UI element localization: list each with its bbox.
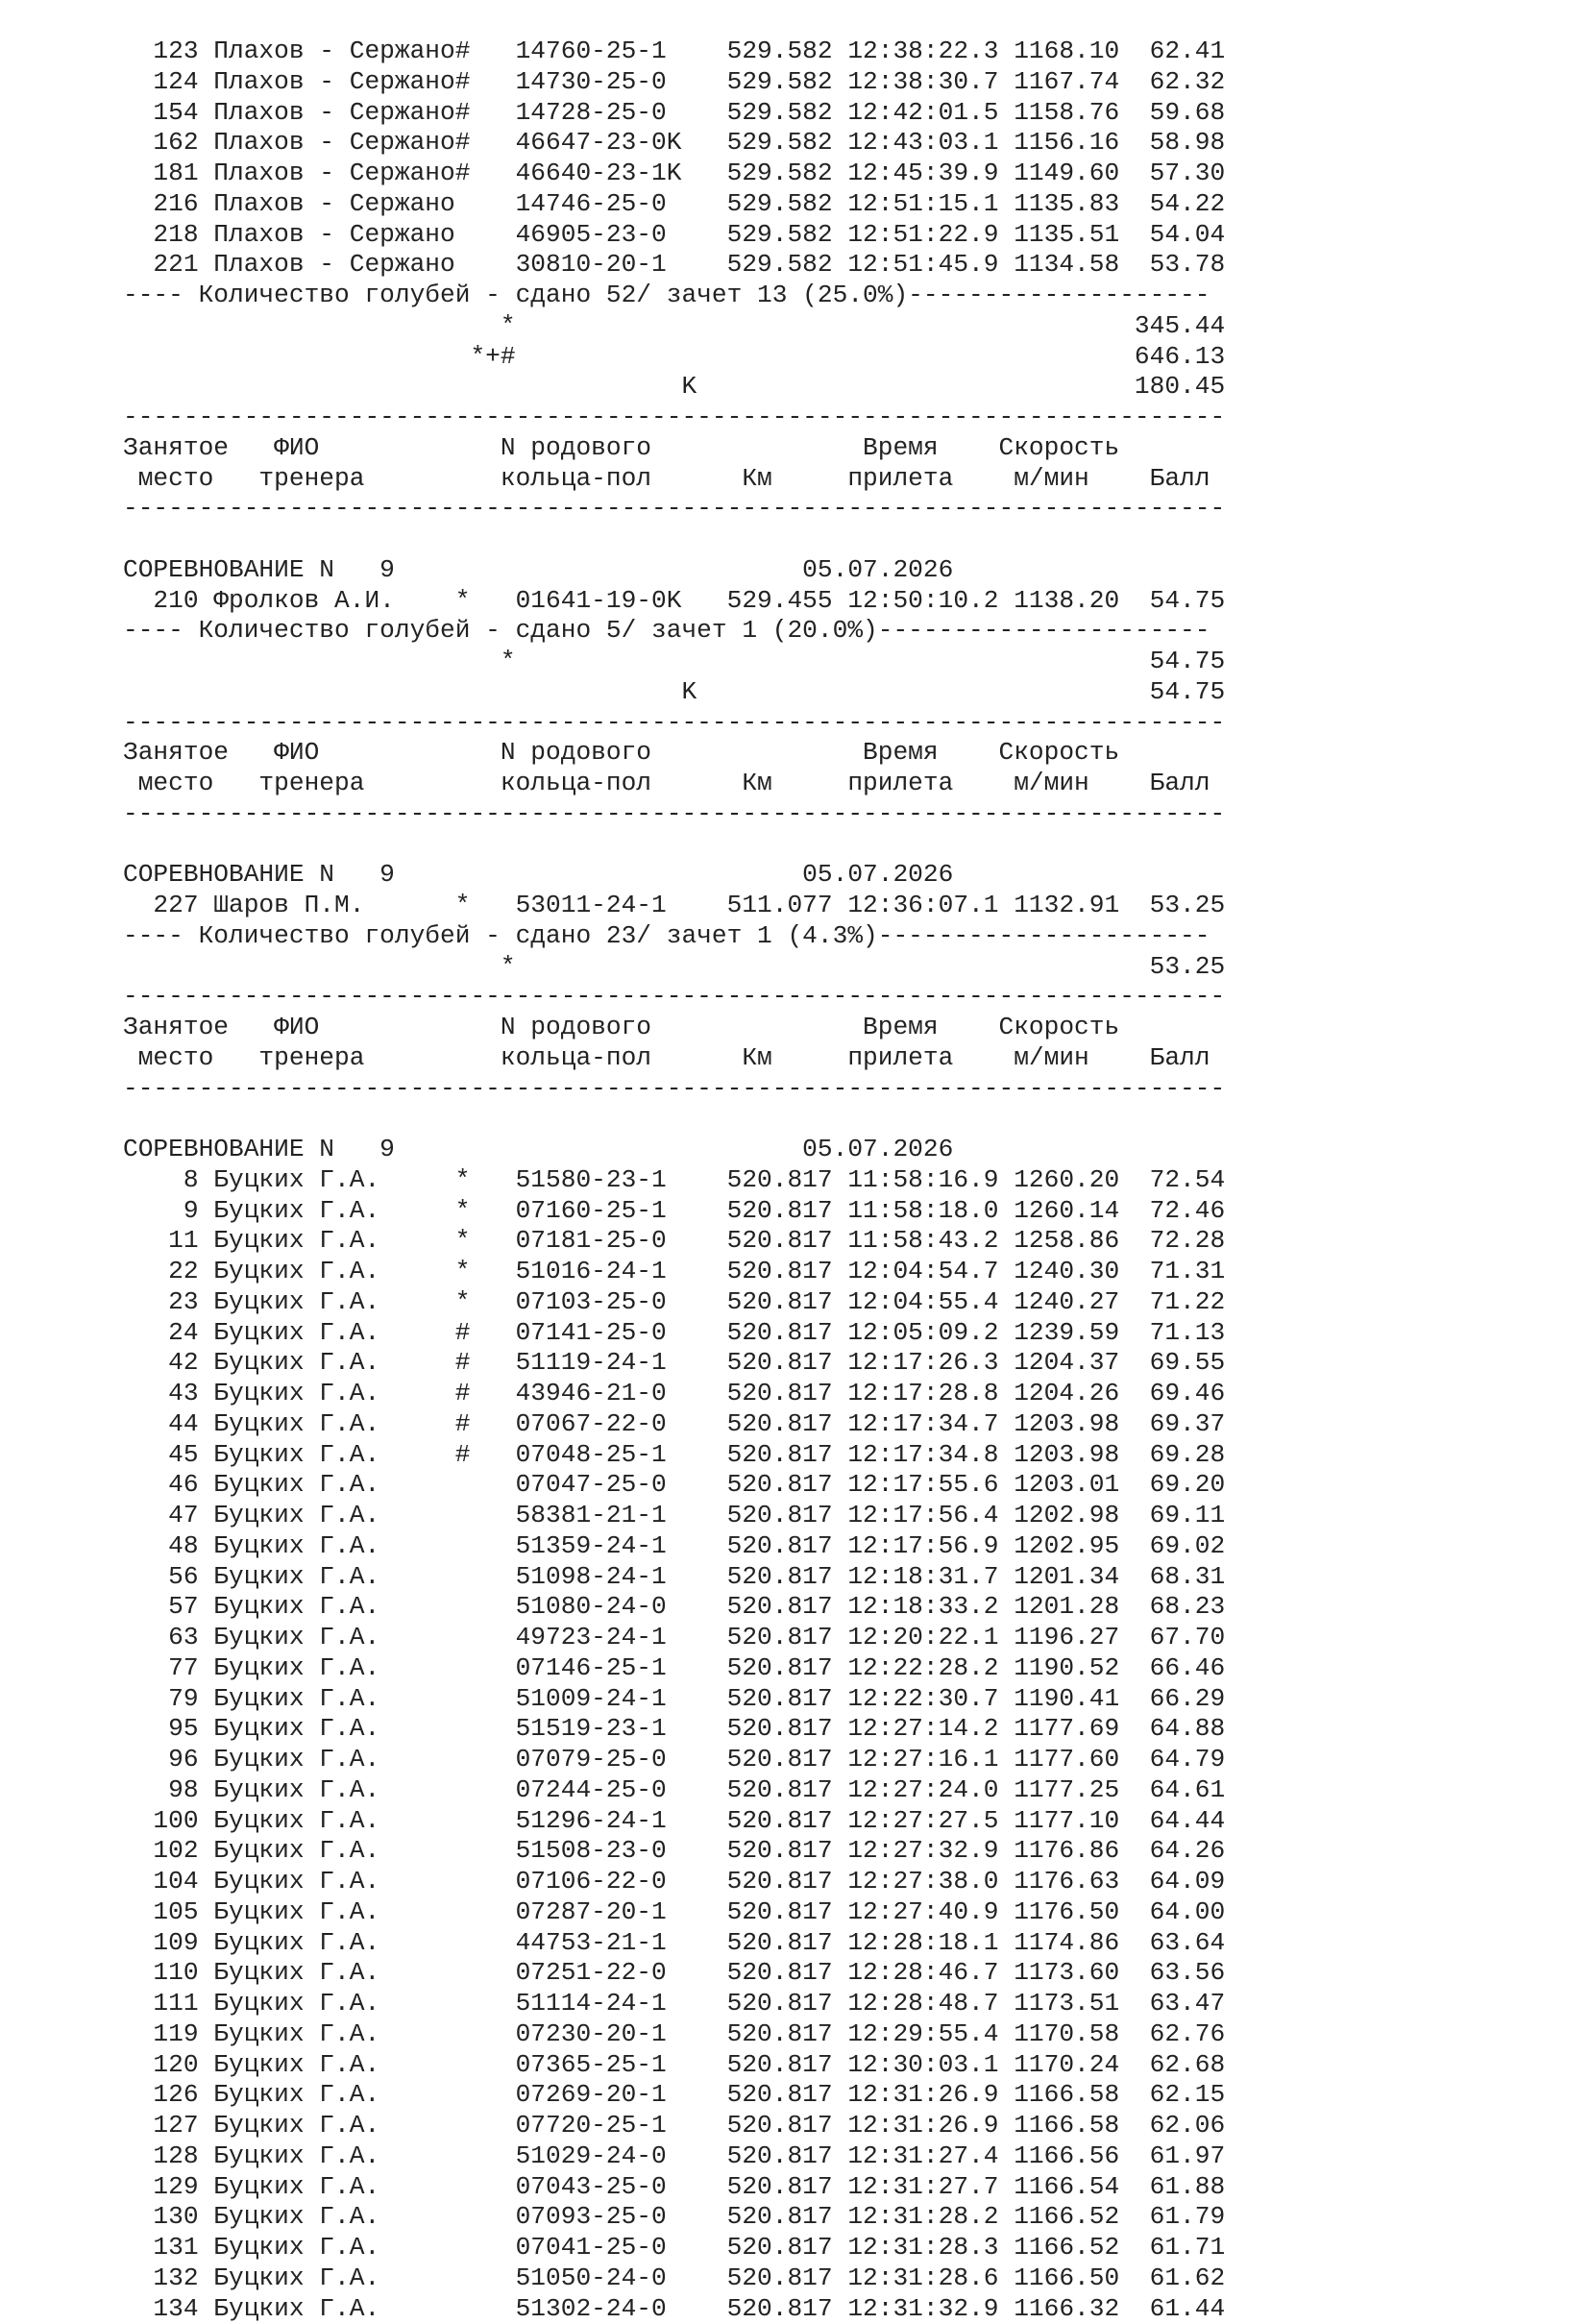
- column-header: место тренера кольца-пол Км прилета м/мин Балл: [123, 1043, 1225, 1074]
- result-row: 95 Буцких Г.А. 51519-23-1 520.817 12:27:14.2 1177.69 64.88: [123, 1714, 1225, 1745]
- result-row: 57 Буцких Г.А. 51080-24-0 520.817 12:18:33.2 1201.28 68.23: [123, 1592, 1225, 1623]
- result-row: 46 Буцких Г.А. 07047-25-0 520.817 12:17:55.6 1203.01 69.20: [123, 1470, 1225, 1501]
- result-row: 130 Буцких Г.А. 07093-25-0 520.817 12:31:28.2 1166.52 61.79: [123, 2202, 1225, 2233]
- result-row: 98 Буцких Г.А. 07244-25-0 520.817 12:27:24.0 1177.25 64.61: [123, 1775, 1225, 1806]
- result-row: 218 Плахов - Сержано 46905-23-0 529.582 12:51:22.9 1135.51 54.04: [123, 220, 1225, 251]
- column-header: Занятое ФИО N родового Время Скорость: [123, 1013, 1225, 1043]
- result-row: 216 Плахов - Сержано 14746-25-0 529.582 12:51:15.1 1135.83 54.22: [123, 189, 1225, 220]
- separator-line: -------------------------------------------------------------------------: [123, 403, 1225, 433]
- separator-line: -------------------------------------------------------------------------: [123, 1074, 1225, 1105]
- result-row: 8 Буцких Г.А. * 51580-23-1 520.817 11:58:16.9 1260.20 72.54: [123, 1165, 1225, 1196]
- separator-line: -------------------------------------------------------------------------: [123, 982, 1225, 1013]
- subtotal-line: * 345.44: [123, 311, 1225, 342]
- result-row: 102 Буцких Г.А. 51508-23-0 520.817 12:27:32.9 1176.86 64.26: [123, 1836, 1225, 1867]
- result-row: 56 Буцких Г.А. 51098-24-1 520.817 12:18:31.7 1201.34 68.31: [123, 1562, 1225, 1593]
- result-row: 109 Буцких Г.А. 44753-21-1 520.817 12:28:18.1 1174.86 63.64: [123, 1928, 1225, 1959]
- result-row: 77 Буцких Г.А. 07146-25-1 520.817 12:22:28.2 1190.52 66.46: [123, 1653, 1225, 1684]
- result-row: 110 Буцких Г.А. 07251-22-0 520.817 12:28:46.7 1173.60 63.56: [123, 1958, 1225, 1989]
- result-row: 111 Буцких Г.А. 51114-24-1 520.817 12:28:48.7 1173.51 63.47: [123, 1989, 1225, 2019]
- result-row: 48 Буцких Г.А. 51359-24-1 520.817 12:17:56.9 1202.95 69.02: [123, 1531, 1225, 1562]
- blank-line: [123, 1104, 1225, 1135]
- summary-line: ---- Количество голубей - сдано 52/ зачет 13 (25.0%)--------------------: [123, 281, 1225, 311]
- separator-line: -------------------------------------------------------------------------: [123, 494, 1225, 525]
- subtotal-line: * 54.75: [123, 647, 1225, 677]
- results-report: [123, 37, 1225, 2324]
- subtotal-line: *+# 646.13: [123, 342, 1225, 373]
- subtotal-line: K 180.45: [123, 372, 1225, 403]
- result-row: 44 Буцких Г.А. # 07067-22-0 520.817 12:17:34.7 1203.98 69.37: [123, 1409, 1225, 1440]
- result-row: 45 Буцких Г.А. # 07048-25-1 520.817 12:17:34.8 1203.98 69.28: [123, 1440, 1225, 1471]
- summary-line: ---- Количество голубей - сдано 5/ зачет 1 (20.0%)----------------------: [123, 616, 1225, 647]
- result-row: 131 Буцких Г.А. 07041-25-0 520.817 12:31:28.3 1166.52 61.71: [123, 2233, 1225, 2263]
- column-header: место тренера кольца-пол Км прилета м/мин Балл: [123, 464, 1225, 495]
- result-row: 63 Буцких Г.А. 49723-24-1 520.817 12:20:22.1 1196.27 67.70: [123, 1623, 1225, 1653]
- result-row: 132 Буцких Г.А. 51050-24-0 520.817 12:31:28.6 1166.50 61.62: [123, 2263, 1225, 2294]
- blank-line: [123, 525, 1225, 555]
- result-row: 127 Буцких Г.А. 07720-25-1 520.817 12:31:26.9 1166.58 62.06: [123, 2111, 1225, 2141]
- result-row: 100 Буцких Г.А. 51296-24-1 520.817 12:27:27.5 1177.10 64.44: [123, 1806, 1225, 1837]
- result-row: 154 Плахов - Сержано# 14728-25-0 529.582 12:42:01.5 1158.76 59.68: [123, 98, 1225, 129]
- result-row: 120 Буцких Г.А. 07365-25-1 520.817 12:30:03.1 1170.24 62.68: [123, 2050, 1225, 2081]
- result-row: 42 Буцких Г.А. # 51119-24-1 520.817 12:17:26.3 1204.37 69.55: [123, 1348, 1225, 1379]
- result-row: 181 Плахов - Сержано# 46640-23-1K 529.582 12:45:39.9 1149.60 57.30: [123, 159, 1225, 189]
- result-row: 119 Буцких Г.А. 07230-20-1 520.817 12:29:55.4 1170.58 62.76: [123, 2019, 1225, 2050]
- result-row: 23 Буцких Г.А. * 07103-25-0 520.817 12:04:55.4 1240.27 71.22: [123, 1287, 1225, 1318]
- result-row: 134 Буцких Г.А. 51302-24-0 520.817 12:31:32.9 1166.32 61.44: [123, 2294, 1225, 2324]
- result-row: 79 Буцких Г.А. 51009-24-1 520.817 12:22:30.7 1190.41 66.29: [123, 1684, 1225, 1715]
- column-header: Занятое ФИО N родового Время Скорость: [123, 433, 1225, 464]
- result-row: 221 Плахов - Сержано 30810-20-1 529.582 12:51:45.9 1134.58 53.78: [123, 250, 1225, 281]
- result-row: 11 Буцких Г.А. * 07181-25-0 520.817 11:58:43.2 1258.86 72.28: [123, 1226, 1225, 1257]
- subtotal-line: * 53.25: [123, 952, 1225, 983]
- result-row: 22 Буцких Г.А. * 51016-24-1 520.817 12:04:54.7 1240.30 71.31: [123, 1257, 1225, 1287]
- competition-header: СОРЕВНОВАНИЕ N 9 05.07.2026: [123, 860, 1225, 891]
- result-row: 47 Буцких Г.А. 58381-21-1 520.817 12:17:56.4 1202.98 69.11: [123, 1501, 1225, 1531]
- result-row: 126 Буцких Г.А. 07269-20-1 520.817 12:31:26.9 1166.58 62.15: [123, 2080, 1225, 2111]
- result-row: 124 Плахов - Сержано# 14730-25-0 529.582 12:38:30.7 1167.74 62.32: [123, 67, 1225, 98]
- subtotal-line: K 54.75: [123, 677, 1225, 708]
- separator-line: -------------------------------------------------------------------------: [123, 708, 1225, 739]
- result-row: 105 Буцких Г.А. 07287-20-1 520.817 12:27:40.9 1176.50 64.00: [123, 1897, 1225, 1928]
- column-header: место тренера кольца-пол Км прилета м/мин Балл: [123, 769, 1225, 799]
- result-row: 210 Фролков А.И. * 01641-19-0K 529.455 12:50:10.2 1138.20 54.75: [123, 586, 1225, 617]
- column-header: Занятое ФИО N родового Время Скорость: [123, 738, 1225, 769]
- result-row: 162 Плахов - Сержано# 46647-23-0K 529.582 12:43:03.1 1156.16 58.98: [123, 128, 1225, 159]
- result-row: 227 Шаров П.М. * 53011-24-1 511.077 12:36:07.1 1132.91 53.25: [123, 891, 1225, 921]
- blank-line: [123, 830, 1225, 861]
- result-row: 43 Буцких Г.А. # 43946-21-0 520.817 12:17:28.8 1204.26 69.46: [123, 1379, 1225, 1409]
- summary-line: ---- Количество голубей - сдано 23/ зачет 1 (4.3%)----------------------: [123, 921, 1225, 952]
- result-row: 104 Буцких Г.А. 07106-22-0 520.817 12:27:38.0 1176.63 64.09: [123, 1867, 1225, 1897]
- result-row: 129 Буцких Г.А. 07043-25-0 520.817 12:31:27.7 1166.54 61.88: [123, 2172, 1225, 2203]
- competition-header: СОРЕВНОВАНИЕ N 9 05.07.2026: [123, 555, 1225, 586]
- result-row: 128 Буцких Г.А. 51029-24-0 520.817 12:31:27.4 1166.56 61.97: [123, 2141, 1225, 2172]
- result-row: 123 Плахов - Сержано# 14760-25-1 529.582 12:38:22.3 1168.10 62.41: [123, 37, 1225, 67]
- result-row: 9 Буцких Г.А. * 07160-25-1 520.817 11:58:18.0 1260.14 72.46: [123, 1196, 1225, 1227]
- separator-line: -------------------------------------------------------------------------: [123, 799, 1225, 830]
- result-row: 24 Буцких Г.А. # 07141-25-0 520.817 12:05:09.2 1239.59 71.13: [123, 1318, 1225, 1349]
- result-row: 96 Буцких Г.А. 07079-25-0 520.817 12:27:16.1 1177.60 64.79: [123, 1745, 1225, 1775]
- competition-header: СОРЕВНОВАНИЕ N 9 05.07.2026: [123, 1135, 1225, 1165]
